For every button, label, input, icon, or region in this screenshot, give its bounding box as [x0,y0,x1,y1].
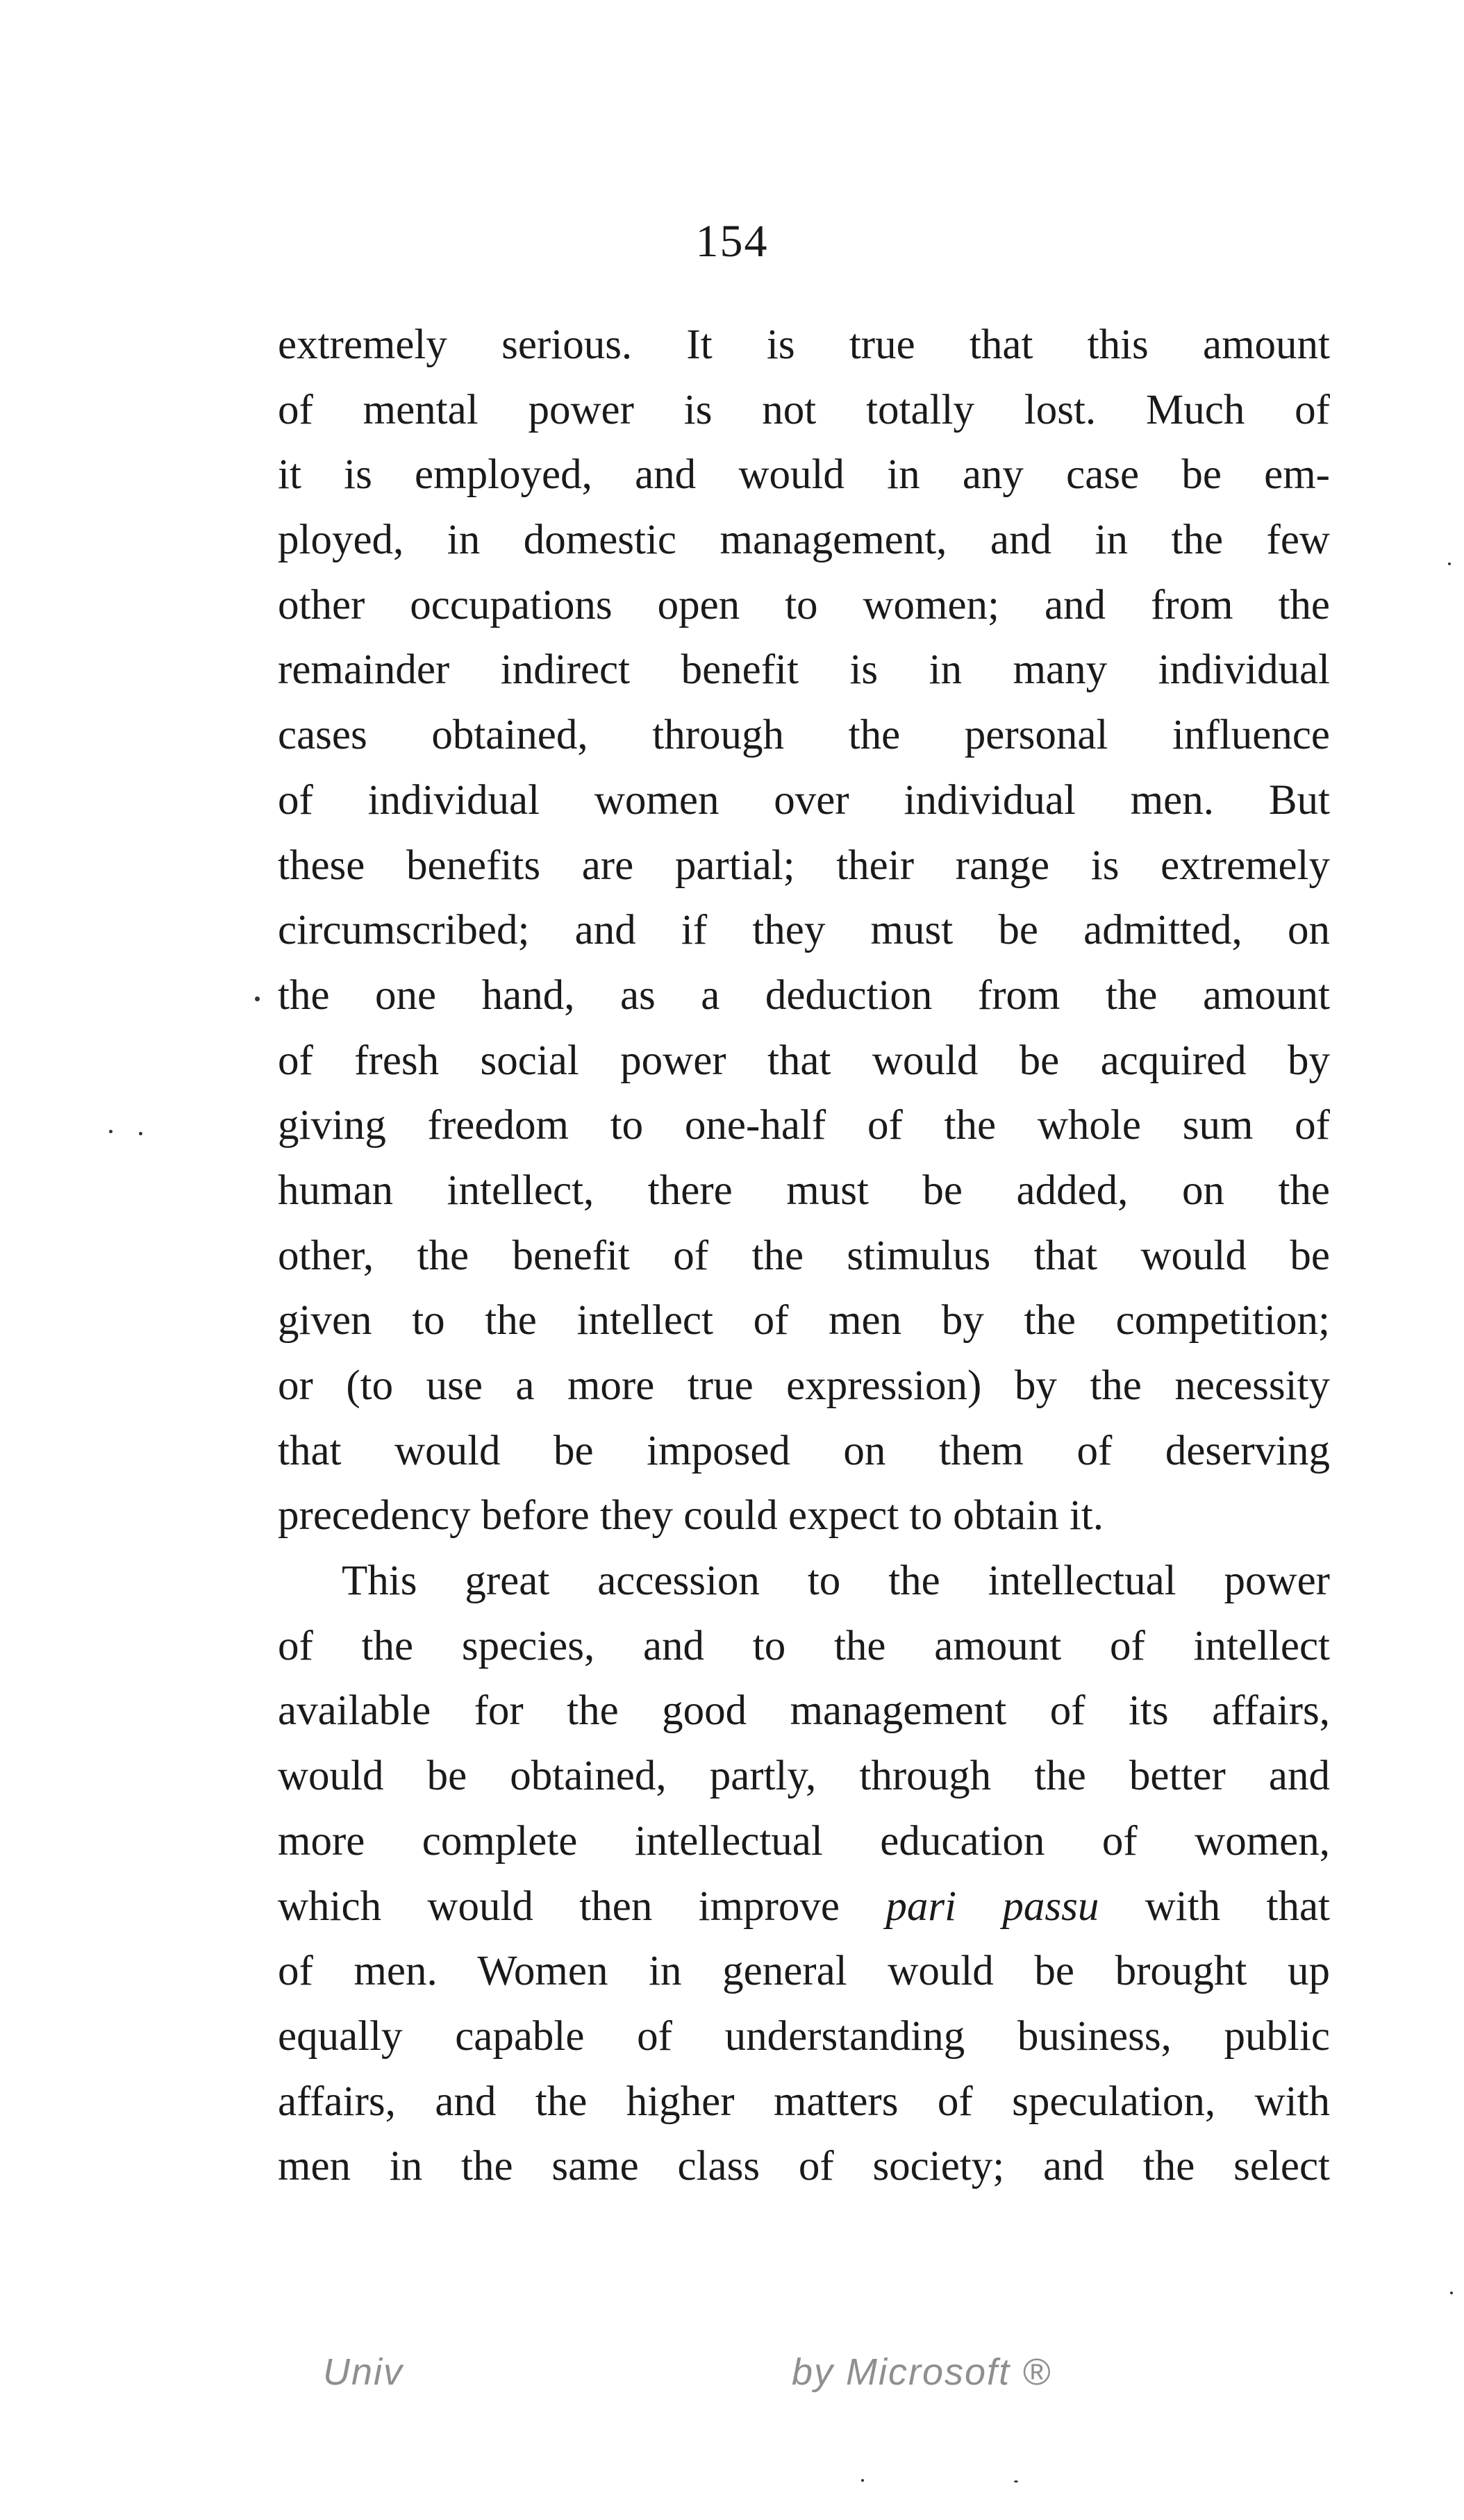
text-line: of men. Women in general would be brought up [278,1948,1330,1995]
scan-speck [1014,2480,1018,2483]
text-segment: with that [1099,1883,1330,1930]
text-line: affairs, and the higher matters of speculation, with [278,2078,1330,2125]
text-line: ployed, in domestic management, and in the few [278,517,1330,564]
scan-speck [255,996,260,1001]
scan-speck [139,1132,142,1135]
text-line: of fresh social power that would be acquired by [278,1037,1330,1084]
page-number: 154 [695,216,769,267]
text-line: cases obtained, through the personal influence [278,712,1330,759]
text-line: the one hand, as a deduction from the amount [278,971,1330,1019]
text-line: other occupations open to women; and from the [278,581,1330,628]
scan-speck [861,2479,864,2482]
scan-watermark-left: Univ [323,2351,404,2393]
text-line: other, the benefit of the stimulus that would be [278,1232,1330,1279]
scan-watermark-right: by Microsoft ® [792,2351,1051,2393]
scan-speck [109,1130,113,1133]
italic-phrase: pari passu [885,1883,1099,1930]
text-segment: which would then improve [278,1883,886,1930]
scan-speck [1450,2292,1453,2294]
text-line: equally capable of understanding business, public [278,2012,1330,2060]
text-line: precedency before they could expect to obtain it. [278,1492,1104,1539]
text-line: of individual women over individual men. But [278,776,1330,824]
text-line: giving freedom to one-half of the whole sum of [278,1102,1330,1149]
text-line: that would be imposed on them of deserving [278,1427,1330,1474]
text-line: available for the good management of its affairs, [278,1687,1330,1735]
text-line: men in the same class of society; and the select [278,2143,1330,2190]
text-line: circumscribed; and if they must be admitted, on [278,907,1330,954]
text-line: these benefits are partial; their range is extremely [278,842,1330,889]
text-line: extremely serious. It is true that this amount [278,322,1330,368]
text-line: of the species, and to the amount of intellect [278,1622,1330,1669]
text-line: remainder indirect benefit is in many individual [278,646,1330,694]
body-text [278,312,1330,2199]
text-line-with-italic [278,1874,1330,1939]
text-line: This great accession to the intellectual power [342,1558,1330,1605]
text-line: given to the intellect of men by the competition; [278,1297,1330,1344]
text-line: or (to use a more true expression) by the necessity [278,1362,1330,1409]
text-line: human intellect, there must be added, on the [278,1167,1330,1214]
text-line: it is employed, and would in any case be em- [278,451,1330,499]
scan-speck [1448,562,1451,565]
text-line: more complete intellectual education of women, [278,1817,1330,1864]
text-line: would be obtained, partly, through the better and [278,1753,1330,1800]
text-line: of mental power is not totally lost. Much of [278,386,1330,433]
